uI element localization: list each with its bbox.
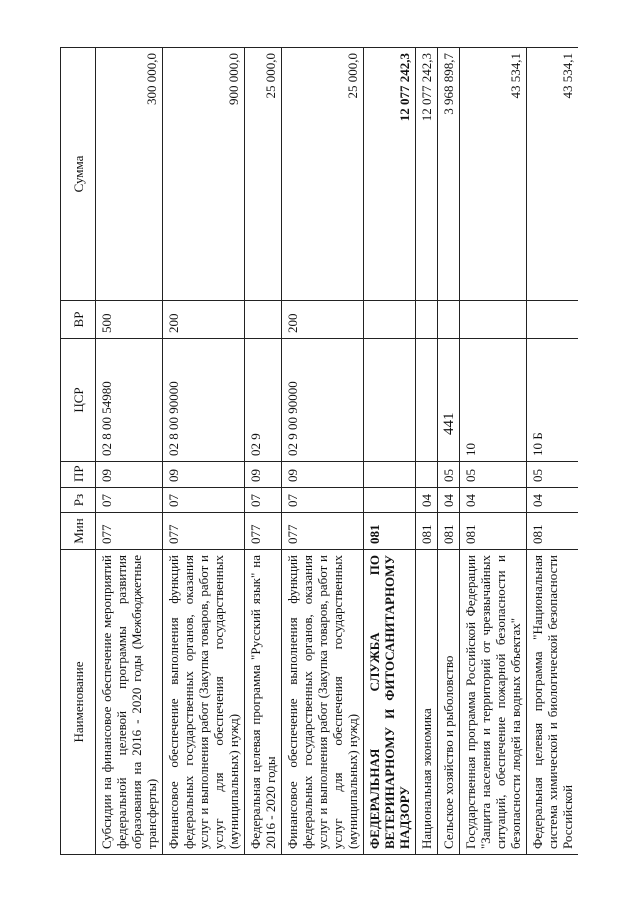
row-rz: 07 <box>96 488 163 513</box>
row-name: Финансовое обеспечение выполнения функций федеральных государственных органов, оказания услуг и выполнения работ (Закупка товаров, работ и услуг для обеспечения государственных (муниципальных) нужд) <box>163 550 245 855</box>
table-row <box>416 48 438 855</box>
row-pr: 09 <box>245 462 282 488</box>
row-pr: 09 <box>163 462 245 488</box>
row-csr <box>438 339 460 462</box>
row-name: Государственная программа Российской Федерации "Защита населения и территорий от чрезвычайных ситуаций, обеспечение пожарной безопасности и безопасности людей на водных объектах" <box>460 550 527 855</box>
row-min: 077 <box>163 513 245 550</box>
col-min-header: Мин <box>61 513 96 550</box>
row-pr <box>364 462 416 488</box>
row-vr: 200 <box>282 301 364 339</box>
row-min: 077 <box>245 513 282 550</box>
row-vr <box>364 301 416 339</box>
row-csr: 02 8 00 90000 <box>163 339 245 462</box>
row-csr: 02 9 00 90000 <box>282 339 364 462</box>
row-min: 081 <box>527 513 579 550</box>
row-name: Сельское хозяйство и рыболовство <box>438 550 460 855</box>
row-csr: 02 9 <box>245 339 282 462</box>
row-rz: 07 <box>163 488 245 513</box>
row-pr: 09 <box>282 462 364 488</box>
row-min: 081 <box>364 513 416 550</box>
row-name: Финансовое обеспечение выполнения функций федеральных государственных органов, оказания услуг и выполнения работ (Закупка товаров, работ и услуг для обеспечения государственных (муниципальных) нужд) <box>282 550 364 855</box>
row-min: 081 <box>438 513 460 550</box>
budget-table <box>60 47 578 855</box>
row-vr <box>245 301 282 339</box>
row-sum: 12 077 242,3 <box>416 48 438 301</box>
row-pr <box>416 462 438 488</box>
col-vr-header: ВР <box>61 301 96 339</box>
row-sum: 25 000,0 <box>282 48 364 301</box>
row-csr: 10 <box>460 339 527 462</box>
row-vr: 200 <box>163 301 245 339</box>
row-rz: 07 <box>282 488 364 513</box>
col-pr-header: ПР <box>61 462 96 488</box>
table-row <box>460 48 527 855</box>
row-rz: 04 <box>460 488 527 513</box>
row-vr: 500 <box>96 301 163 339</box>
row-name: ФЕДЕРАЛЬНАЯ СЛУЖБА ПО ВЕТЕРИНАРНОМУ И ФИТОСАНИТАРНОМУ НАДЗОРУ <box>364 550 416 855</box>
col-csr-header: ЦСР <box>61 339 96 462</box>
row-vr <box>438 301 460 339</box>
col-sum-header: Сумма <box>61 48 96 301</box>
row-rz: 04 <box>438 488 460 513</box>
row-csr: 02 8 00 54980 <box>96 339 163 462</box>
row-name: Федеральная целевая программа "Русский язык" на 2016 - 2020 годы <box>245 550 282 855</box>
row-name: Субсидии на финансовое обеспечение мероприятий федеральной целевой программы развития образования на 2016 - 2020 годы (Межбюджетные трансферты) <box>96 550 163 855</box>
row-min: 081 <box>416 513 438 550</box>
row-rz: 07 <box>245 488 282 513</box>
row-pr: 05 <box>460 462 527 488</box>
row-pr: 09 <box>96 462 163 488</box>
row-min: 081 <box>460 513 527 550</box>
row-rz: 04 <box>527 488 579 513</box>
table-row <box>527 48 579 855</box>
table-row <box>163 48 245 855</box>
table-row <box>364 48 416 855</box>
header-row <box>61 48 96 855</box>
table-row <box>438 48 460 855</box>
row-rz <box>364 488 416 513</box>
row-rz: 04 <box>416 488 438 513</box>
row-csr: 10 Б <box>527 339 579 462</box>
row-sum: 43 534,1 <box>527 48 579 301</box>
row-name: Федеральная целевая программа "Национальная система химической и биологической безопасности Российской <box>527 550 579 855</box>
row-sum: 300 000,0 <box>96 48 163 301</box>
row-sum: 12 077 242,3 <box>364 48 416 301</box>
table-row <box>282 48 364 855</box>
col-rz-header: Рз <box>61 488 96 513</box>
row-pr: 05 <box>527 462 579 488</box>
row-sum: 43 534,1 <box>460 48 527 301</box>
table-row <box>245 48 282 855</box>
row-min: 077 <box>282 513 364 550</box>
row-name: Национальная экономика <box>416 550 438 855</box>
row-csr <box>364 339 416 462</box>
row-sum: 3 968 898,7 <box>438 48 460 301</box>
table-row <box>96 48 163 855</box>
row-vr <box>460 301 527 339</box>
page-number: 441 <box>441 412 457 435</box>
row-min: 077 <box>96 513 163 550</box>
row-csr <box>416 339 438 462</box>
row-vr <box>527 301 579 339</box>
row-pr: 05 <box>438 462 460 488</box>
row-sum: 25 000,0 <box>245 48 282 301</box>
row-vr <box>416 301 438 339</box>
col-name-header: Наименование <box>61 550 96 855</box>
row-sum: 900 000,0 <box>163 48 245 301</box>
